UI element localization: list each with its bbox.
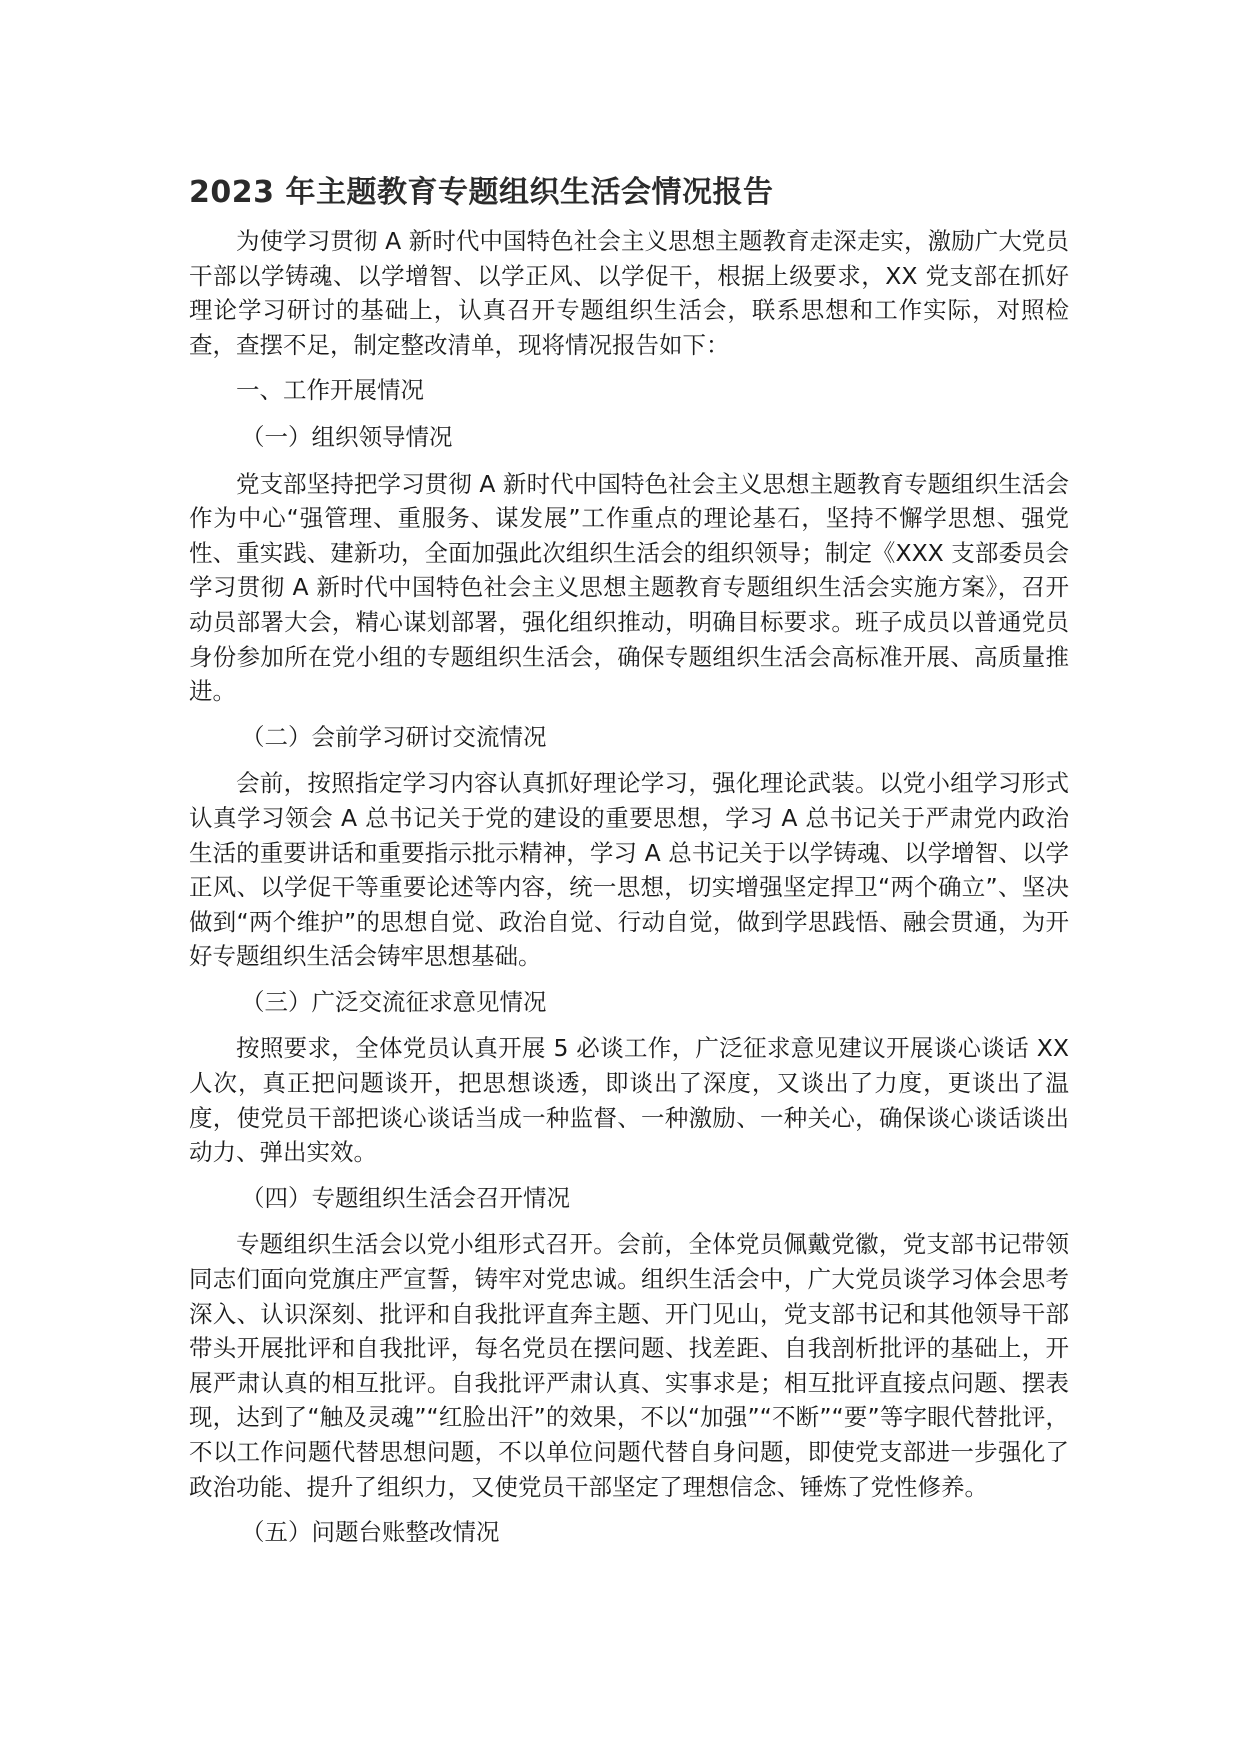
document-title: 2023 年主题教育专题组织生活会情况报告 <box>189 175 774 210</box>
section-heading-work: 一、工作开展情况 <box>236 376 424 405</box>
subsection-heading-leadership: （一）组织领导情况 <box>241 422 453 451</box>
document-page <box>189 172 1069 1550</box>
subsection-heading-study: （二）会前学习研讨交流情况 <box>241 722 547 751</box>
subsection-heading-opinions: （三）广泛交流征求意见情况 <box>241 987 547 1016</box>
subsection-heading-meeting: （四）专题组织生活会召开情况 <box>241 1183 570 1212</box>
subsection-text-leadership: 党支部坚持把学习贯彻 A 新时代中国特色社会主义思想主题教育专题组织生活会作为中心“强管理、重服务、谋发展”工作重点的理论基石，坚持不懈学思想、强党性、重实践、建新功，全面加强此次组织生活会的组织领导；制定《XXX 支部委员会学习贯彻 A 新时代中国特色社会主义思想主题教育专题组织生活会实施方案》，召开动员部署大会，精心谋划部署，强化组织推动，明确目标要求。班子成员以普通党员身份参加所在党小组的专题组织生活会，确保专题组织生活会高标准开展、高质量推进。 <box>189 469 1069 706</box>
subsection-text-meeting: 专题组织生活会以党小组形式召开。会前，全体党员佩戴党徽，党支部书记带领同志们面向党旗庄严宣誓，铸牢对党忠诚。组织生活会中，广大党员谈学习体会思考深入、认识深刻、批评和自我批评直奔主题、开门见山，党支部书记和其他领导干部带头开展批评和自我批评，每名党员在摆问题、找差距、自我剖析批评的基础上，开展严肃认真的相互批评。自我批评严肃认真、实事求是；相互批评直接点问题、摆表现，达到了“触及灵魂”“红脸出汗”的效果，不以“加强”“不断”“要”等字眼代替批评，不以工作问题代替思想问题，不以单位问题代替自身问题，即使党支部进一步强化了政治功能、提升了组织力，又使党员干部坚定了理想信念、锤炼了党性修养。 <box>189 1230 1069 1501</box>
subsection-heading-rectification: （五）问题台账整改情况 <box>241 1518 500 1547</box>
subsection-text-study: 会前，按照指定学习内容认真抓好理论学习，强化理论武装。以党小组学习形式认真学习领会 A 总书记关于党的建设的重要思想，学习 A 总书记关于严肃党内政治生活的重要讲话和重要指示批示精神，学习 A 总书记关于以学铸魂、以学增智、以学正风、以学促干等重要论述等内容，统一思想，切实增强坚定捍卫“两个确立”、坚决做到“两个维护”的思想自觉、政治自觉、行动自觉，做到学思践悟、融会贯通，为开好专题组织生活会铸牢思想基础。 <box>189 769 1069 971</box>
subsection-text-opinions: 按照要求，全体党员认真开展 5 必谈工作，广泛征求意见建议开展谈心谈话 XX 人次，真正把问题谈开，把思想谈透，即谈出了深度，又谈出了力度，更谈出了温度，使党员干部把谈心谈话当成一种监督、一种激励、一种关心，确保谈心谈话谈出动力、弹出实效。 <box>189 1034 1069 1167</box>
intro-paragraph: 为使学习贯彻 A 新时代中国特色社会主义思想主题教育走深走实，激励广大党员干部以学铸魂、以学增智、以学正风、以学促干，根据上级要求，XX 党支部在抓好理论学习研讨的基础上，认真召开专题组织生活会，联系思想和工作实际，对照检查，查摆不足，制定整改清单，现将情况报告如下： <box>189 227 1069 359</box>
